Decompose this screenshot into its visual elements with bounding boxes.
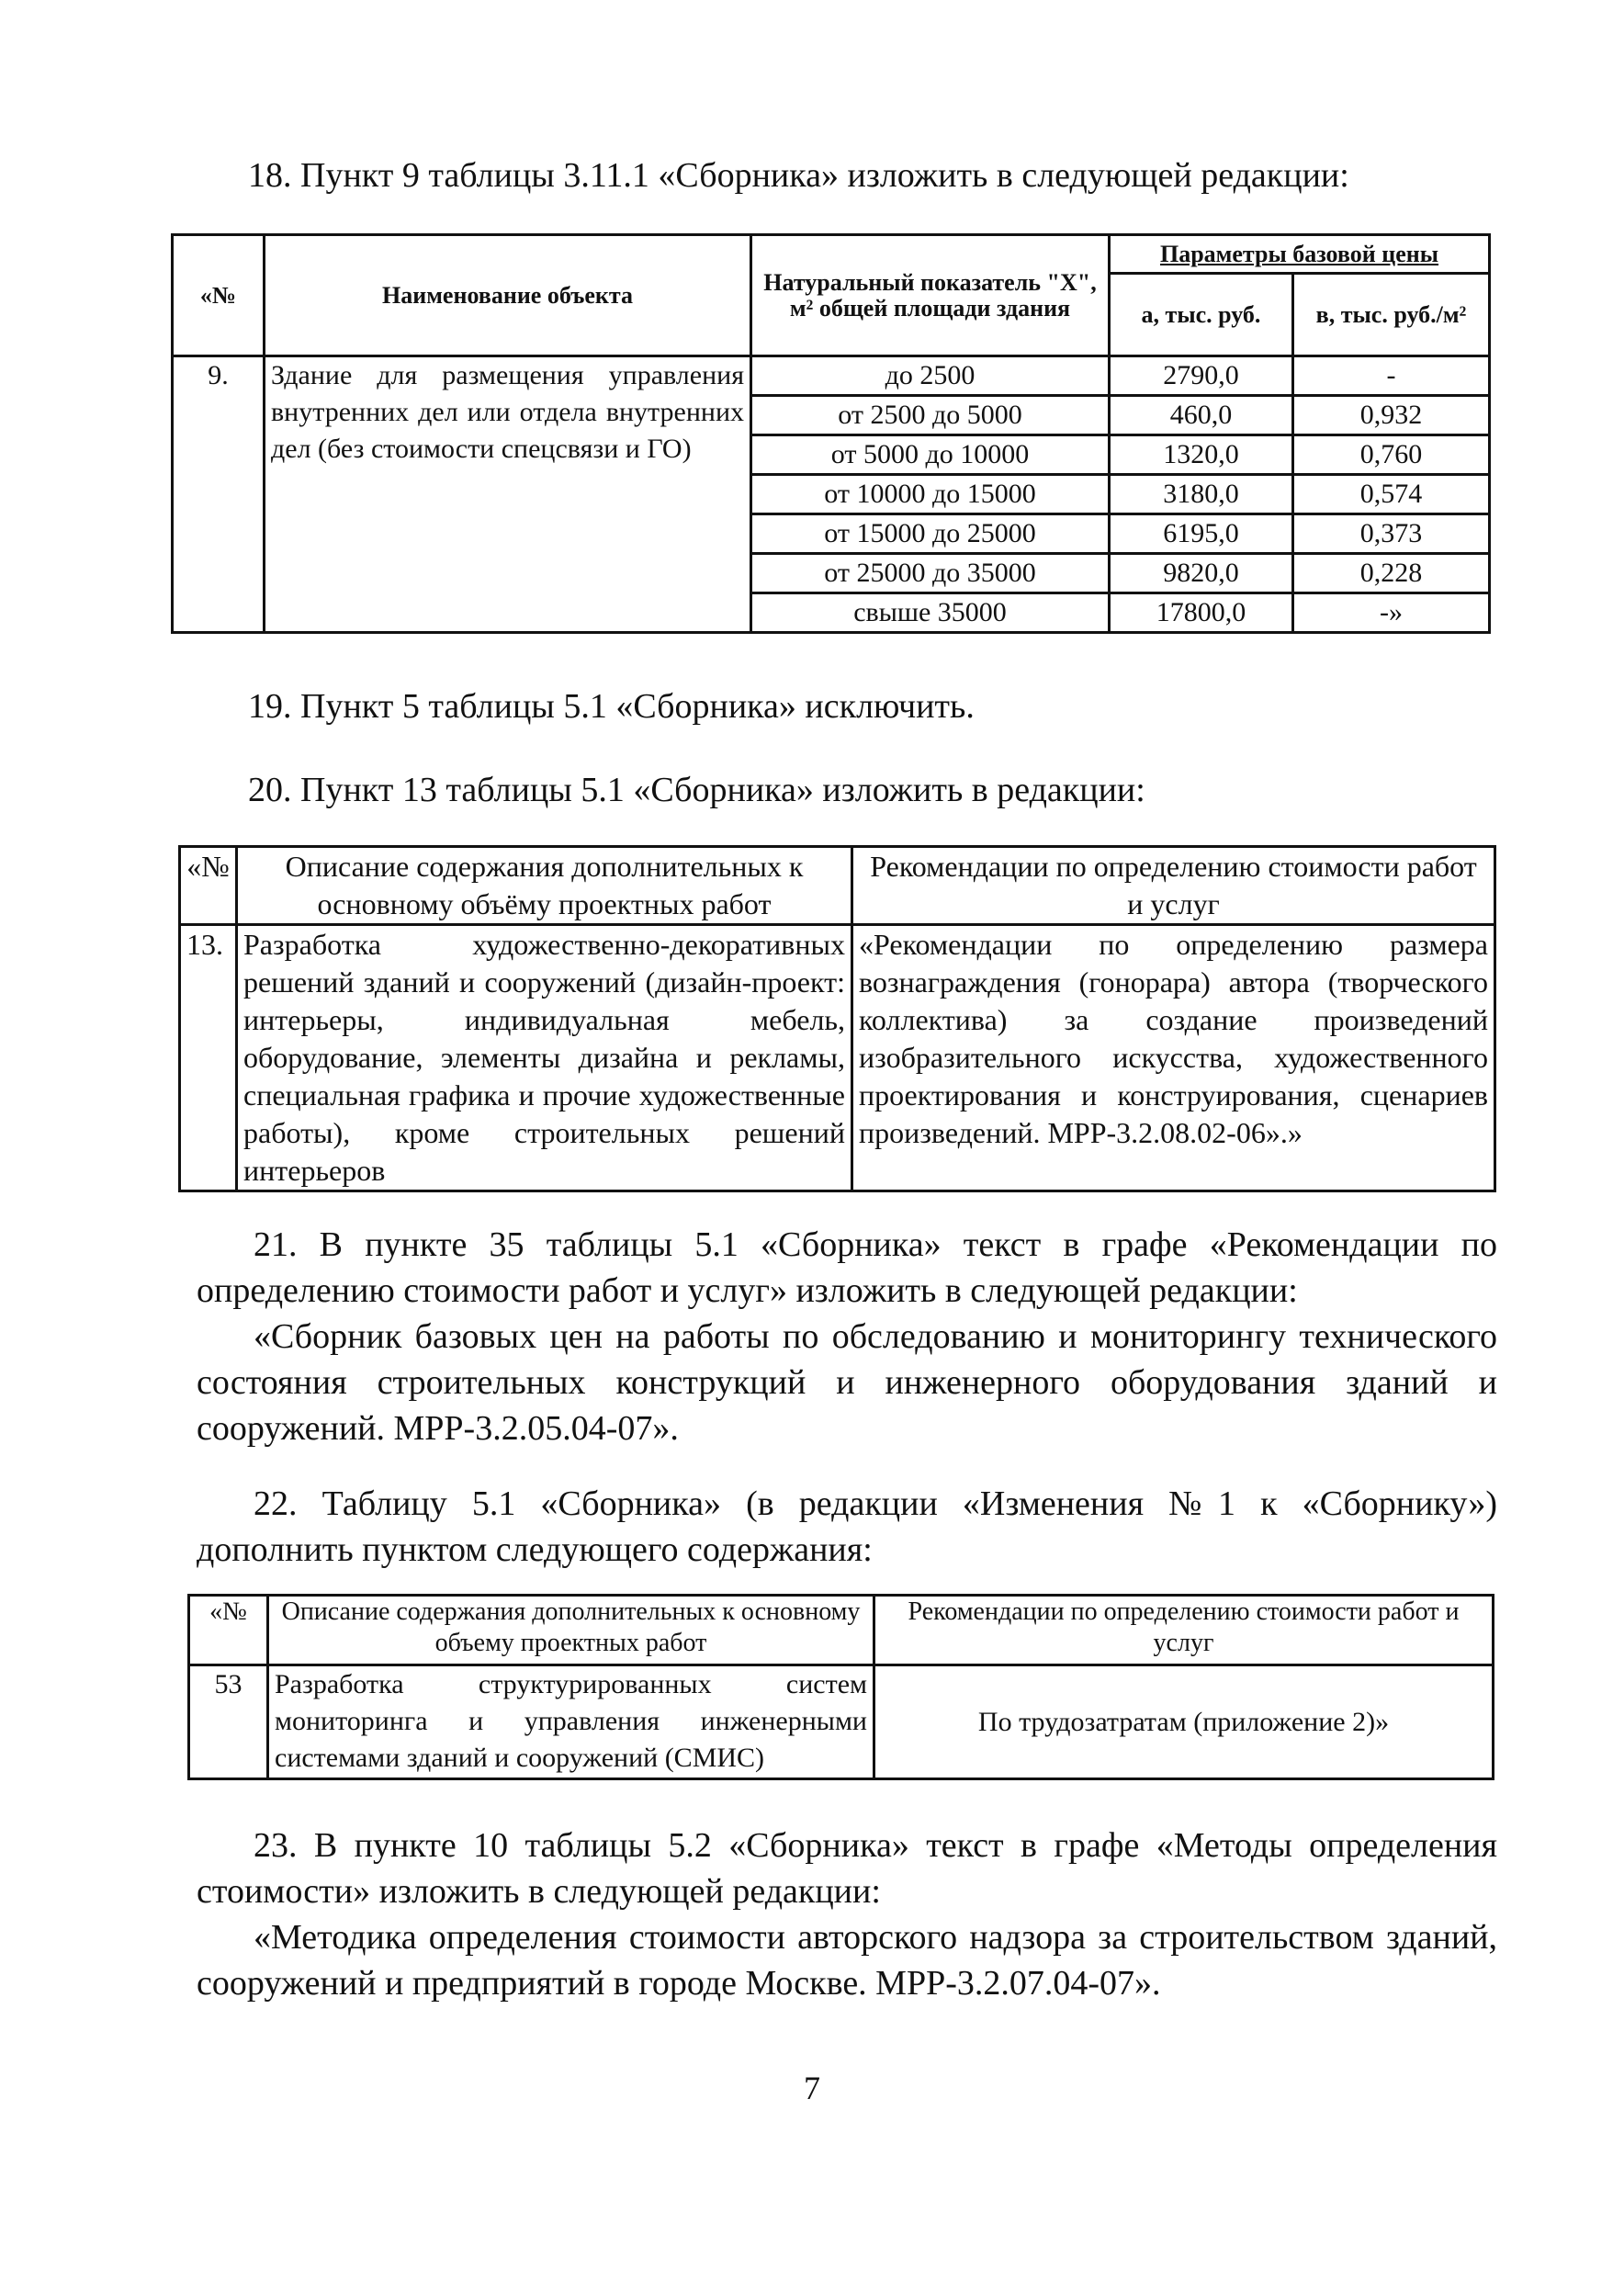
cell-x: от 10000 до 15000 <box>751 475 1110 514</box>
table-row <box>173 356 1490 396</box>
header-description: Описание содержания дополнительных к основному объему проектных работ <box>268 1596 874 1665</box>
table-item-9 <box>171 233 1491 634</box>
item-23-text: 23. В пункте 10 таблицы 5.2 «Сборника» текст в графе «Методы определения стоимости» изложить в следующей редакции: <box>197 1826 1497 1911</box>
cell-b: 0,932 <box>1293 396 1490 435</box>
cell-a: 1320,0 <box>1110 435 1293 475</box>
cell-x: от 25000 до 35000 <box>751 554 1110 593</box>
table-row <box>189 1665 1494 1779</box>
cell-a: 3180,0 <box>1110 475 1293 514</box>
header-recommendations: Рекомендации по определению стоимости работ и услуг <box>852 847 1495 925</box>
header-base-price-params: Параметры базовой цены <box>1110 235 1490 274</box>
header-recommendations: Рекомендации по определению стоимости работ и услуг <box>874 1596 1494 1665</box>
cell-b: 0,228 <box>1293 554 1490 593</box>
item-20-text: 20. Пункт 13 таблицы 5.1 «Сборника» изложить в редакции: <box>248 771 1145 809</box>
row-description: Разработка художественно-декоративных решений зданий и сооружений (дизайн-проект: интерьеры, индивидуальная мебель, оборудование, элементы дизайна и рекламы, специальная графика и прочие художественные работы), кроме строительных решений интерьеров <box>237 925 852 1191</box>
item-18-text: 18. Пункт 9 таблицы 3.11.1 «Сборника» изложить в следующей редакции: <box>248 156 1349 195</box>
cell-a: 17800,0 <box>1110 593 1293 633</box>
row-recommendations: По трудозатратам (приложение 2)» <box>874 1665 1494 1779</box>
row-object-name: Здание для размещения управления внутренних дел или отдела внутренних дел (без стоимости спецсвязи и ГО) <box>265 356 751 633</box>
header-description: Описание содержания дополнительных к основному объёму проектных работ <box>237 847 852 925</box>
header-a: а, тыс. руб. <box>1110 274 1293 356</box>
table-item-53 <box>187 1594 1494 1780</box>
cell-a: 460,0 <box>1110 396 1293 435</box>
row-number: 13. <box>180 925 237 1191</box>
cell-b: -» <box>1293 593 1490 633</box>
item-21-quote: «Сборник базовых цен на работы по обследованию и мониторингу технического состояния строительных конструкций и инженерного оборудования зданий и сооружений. МРР-3.2.05.04-07». <box>197 1317 1497 1448</box>
table-row <box>180 925 1495 1191</box>
header-number: «№ <box>180 847 237 925</box>
header-b: в, тыс. руб./м² <box>1293 274 1490 356</box>
cell-x: свыше 35000 <box>751 593 1110 633</box>
row-number: 53 <box>189 1665 268 1779</box>
cell-x: от 15000 до 25000 <box>751 514 1110 554</box>
item-22-text: 22. Таблицу 5.1 «Сборника» (в редакции «Изменения №1 к «Сборнику») дополнить пунктом следующего содержания: <box>197 1484 1497 1569</box>
page-number: 7 <box>804 2070 820 2106</box>
header-number: «№ <box>173 235 265 356</box>
cell-b: - <box>1293 356 1490 396</box>
cell-x: от 5000 до 10000 <box>751 435 1110 475</box>
row-recommendations: «Рекомендации по определению размера вознаграждения (гонорара) автора (творческого коллектива) за создание произведений изобразительного искусства, художественного проектирования и конструирования, сценариев произведений. МРР-3.2.08.02-06».» <box>852 925 1495 1191</box>
cell-b: 0,574 <box>1293 475 1490 514</box>
item-19-text: 19. Пункт 5 таблицы 5.1 «Сборника» исключить. <box>248 687 975 726</box>
header-object-name: Наименование объекта <box>265 235 751 356</box>
item-23-quote: «Методика определения стоимости авторского надзора за строительством зданий, сооружений и предприятий в городе Москве. МРР-3.2.07.04-07». <box>197 1918 1497 2003</box>
cell-x: от 2500 до 5000 <box>751 396 1110 435</box>
header-natural-indicator: Натуральный показатель "X", м² общей площади здания <box>751 235 1110 356</box>
cell-b: 0,760 <box>1293 435 1490 475</box>
row-description: Разработка структурированных систем мониторинга и управления инженерными системами зданий и сооружений (СМИС) <box>268 1665 874 1779</box>
cell-a: 2790,0 <box>1110 356 1293 396</box>
row-number: 9. <box>173 356 265 633</box>
header-number: «№ <box>189 1596 268 1665</box>
cell-a: 6195,0 <box>1110 514 1293 554</box>
cell-x: до 2500 <box>751 356 1110 396</box>
cell-a: 9820,0 <box>1110 554 1293 593</box>
cell-b: 0,373 <box>1293 514 1490 554</box>
item-21-text: 21. В пункте 35 таблицы 5.1 «Сборника» текст в графе «Рекомендации по определению стоимости работ и услуг» изложить в следующей редакции: <box>197 1225 1497 1310</box>
table-item-13 <box>178 845 1496 1192</box>
